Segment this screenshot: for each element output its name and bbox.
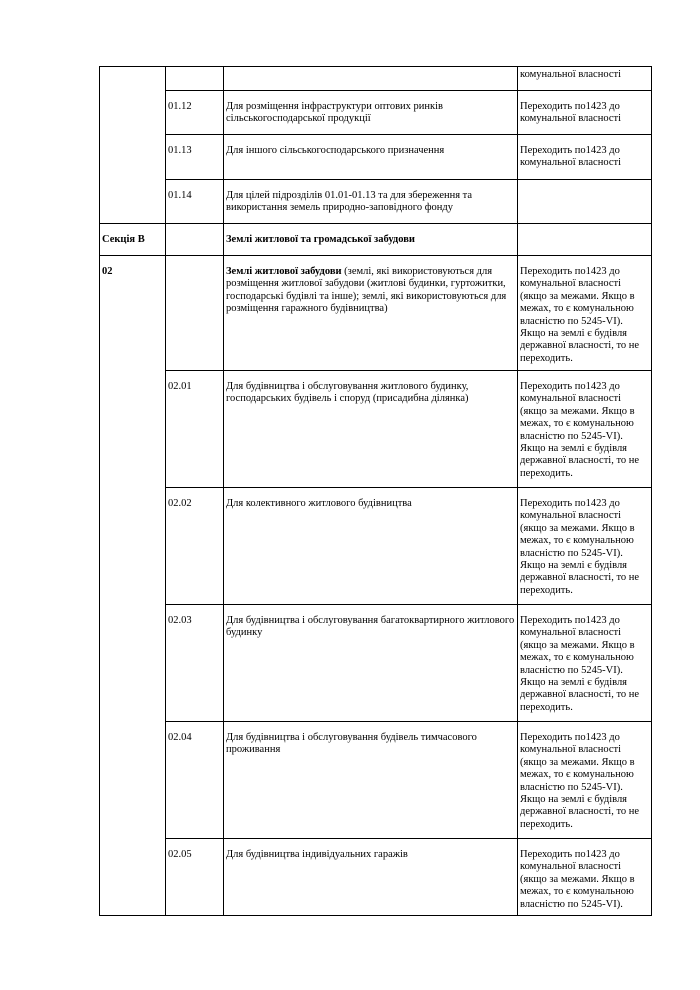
note-cell: Переходить по1423 до комунальної власності (якщо за межами. Якщо в межах, то є комунальною власністю по 5245-VI). [518,839,652,916]
code-cell: 01.12 [166,91,224,135]
code-cell: 02.01 [166,371,224,488]
table-row [100,488,652,605]
note-cell: Переходить по1423 до комунальної власності (якщо за межами. Якщо в межах, то є комунальною власністю по 5245-VI). Якщо на землі є будівля державної власності, то не переходить. [518,371,652,488]
table-row [100,91,652,135]
title-cell: Для будівництва індивідуальних гаражів [224,839,518,916]
code-cell: 02.02 [166,488,224,605]
table-row [100,839,652,916]
note-cell: Переходить по1423 до комунальної власності (якщо за межами. Якщо в межах, то є комунальною власністю по 5245-VI). Якщо на землі є будівля державної власності, то не переходить. [518,256,652,371]
table-row [100,605,652,722]
title-cell: Для будівництва і обслуговування житлового будинку, господарських будівель і споруд (присадибна ділянка) [224,371,518,488]
table-row [100,256,652,371]
note-cell [518,224,652,256]
note-cell [518,180,652,224]
table-row [100,67,652,91]
table-row [100,135,652,180]
table-row [100,180,652,224]
note-cell: Переходить по1423 до комунальної власності [518,135,652,180]
note-cell: Переходить по1423 до комунальної власності [518,91,652,135]
title-cell: Для будівництва і обслуговування будівель тимчасового проживання [224,722,518,839]
note-cell: комунальної власності [518,67,652,91]
note-cell: Переходить по1423 до комунальної власності (якщо за межами. Якщо в межах, то є комунальною власністю по 5245-VI). Якщо на землі є будівля державної власності, то не переходить. [518,605,652,722]
group-description: (землі, які використовуються для розміщення житлової забудови (житлові будинки, гуртожитки, господарські будівлі та інше); землі, які використовуються для розміщення гаражного будівництва) [226,266,507,315]
section-title-cell: Землі житлової та громадської забудови [224,224,518,256]
code-cell [166,256,224,371]
note-cell: Переходить по1423 до комунальної власності (якщо за межами. Якщо в межах, то є комунальною власністю по 5245-VI). Якщо на землі є будівля державної власності, то не переходить. [518,722,652,839]
group-title: Землі житлової забудови [226,266,342,277]
table-row [100,371,652,488]
title-cell: Для іншого сільськогосподарського призначення [224,135,518,180]
section-code-cell: 02 [100,256,166,916]
code-cell: 02.04 [166,722,224,839]
section-cell [100,67,166,224]
title-cell: Для цілей підрозділів 01.01-01.13 та для збереження та використання земель природно-заповідного фонду [224,180,518,224]
table-row [100,722,652,839]
code-cell: 02.03 [166,605,224,722]
title-cell [224,67,518,91]
title-cell: Для розміщення інфраструктури оптових ринків сільськогосподарської продукції [224,91,518,135]
section-cell: Секція В [100,224,166,256]
note-cell: Переходить по1423 до комунальної власності (якщо за межами. Якщо в межах, то є комунальною власністю по 5245-VI). Якщо на землі є будівля державної власності, то не переходить. [518,488,652,605]
code-cell: 02.05 [166,839,224,916]
title-cell: Для колективного житлового будівництва [224,488,518,605]
code-cell [166,224,224,256]
title-cell: Для будівництва і обслуговування багатоквартирного житлового будинку [224,605,518,722]
land-classification-table [99,66,652,916]
code-cell [166,67,224,91]
section-row [100,224,652,256]
title-cell [224,256,518,371]
code-cell: 01.14 [166,180,224,224]
code-cell: 01.13 [166,135,224,180]
